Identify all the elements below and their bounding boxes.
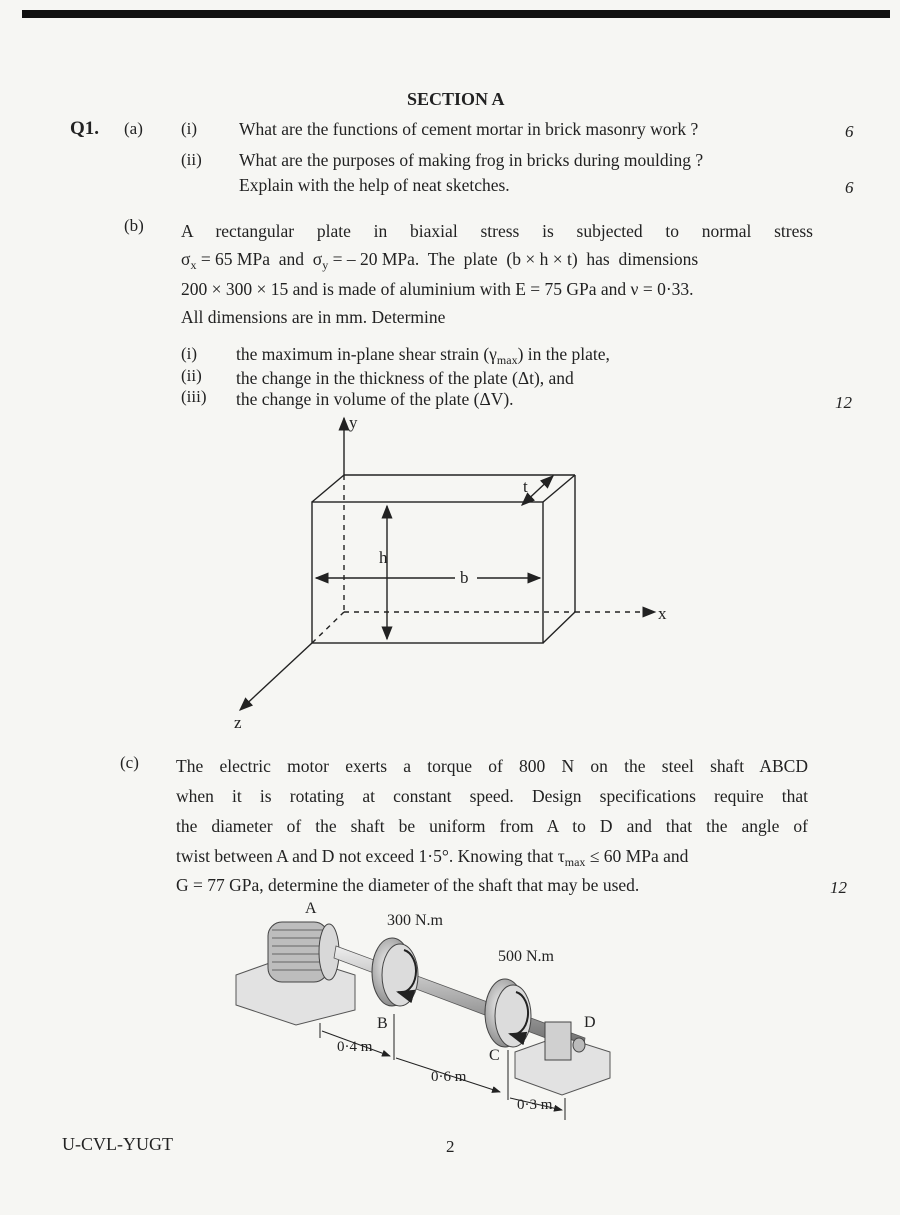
- label-A: A: [305, 900, 317, 917]
- part-b-line1: A rectangular plate in biaxial stress is subjected to normal stress: [181, 221, 813, 241]
- part-a-i-label: (i): [181, 119, 198, 138]
- bearing-D: [545, 1022, 571, 1060]
- footer-code: U-CVL-YUGT: [62, 1134, 173, 1154]
- dim-BC: 0·6 m: [431, 1069, 467, 1085]
- section-title: SECTION A: [407, 89, 505, 109]
- part-b-label: (b): [124, 216, 144, 235]
- part-b-line4: All dimensions are in mm. Determine: [181, 307, 446, 327]
- question-number: Q1.: [70, 118, 100, 139]
- part-a-i-text: What are the functions of cement mortar in brick masonry work ?: [239, 119, 699, 139]
- part-a-ii-marks: 6: [845, 178, 854, 197]
- part-b-sub-ii-text: the change in the thickness of the plate (Δt), and: [236, 368, 574, 388]
- part-c-line3: the diameter of the shaft be uniform from A to D and that the angle of: [176, 816, 808, 836]
- part-b-sub-iii-label: (iii): [181, 387, 207, 406]
- b-label: b: [460, 568, 469, 587]
- part-c-marks: 12: [830, 878, 847, 897]
- part-c-label: (c): [120, 753, 139, 772]
- part-c-line2: when it is rotating at constant speed. Design specifications require that: [176, 786, 808, 806]
- part-b-line3: 200 × 300 × 15 and is made of aluminium with E = 75 GPa and ν = 0·33.: [181, 279, 694, 299]
- part-a-ii-line1: What are the purposes of making frog in bricks during moulding ?: [239, 150, 704, 170]
- part-a-ii-label: (ii): [181, 150, 202, 169]
- part-c-line1: The electric motor exerts a torque of 800 N on the steel shaft ABCD: [176, 756, 808, 776]
- h-label: h: [379, 548, 388, 567]
- page-number: 2: [446, 1137, 455, 1156]
- part-b-marks: 12: [835, 393, 852, 412]
- dim-AB: 0·4 m: [337, 1039, 373, 1055]
- part-b-sub-ii-label: (ii): [181, 366, 202, 385]
- part-c-line5: G = 77 GPa, determine the diameter of the shaft that may be used.: [176, 875, 640, 895]
- z-label: z: [234, 713, 242, 732]
- label-D: D: [584, 1014, 596, 1031]
- y-label: y: [349, 413, 358, 432]
- part-a-i-marks: 6: [845, 122, 854, 141]
- part-b-sub-i-text: the maximum in-plane shear strain $(\gamma_{max})$ in the plate,: [236, 344, 610, 367]
- part-a-label: (a): [124, 119, 143, 138]
- label-B: B: [377, 1015, 388, 1032]
- dim-CD: 0·3 m: [517, 1097, 553, 1113]
- part-a-ii-line2: Explain with the help of neat sketches.: [239, 175, 510, 195]
- part-b-sub-iii-text: the change in volume of the plate (ΔV).: [236, 389, 514, 409]
- part-b-line2: $\sigma_x = 65$ MPa and $\sigma_y$ = – 20 MPa. The plate (b × h × t) has dimensions: [181, 249, 699, 272]
- x-label: x: [658, 604, 667, 623]
- part-b-sub-i-label: (i): [181, 344, 198, 363]
- label-torque-C: 500 N.m: [498, 948, 554, 965]
- t-label: t: [523, 477, 528, 496]
- part-c-line4: twist between A and D not exceed 1·5°. Knowing that $\tau_{max} \le 60$ MPa and: [176, 846, 689, 869]
- label-C: C: [489, 1047, 500, 1064]
- label-torque-B: 300 N.m: [387, 912, 443, 929]
